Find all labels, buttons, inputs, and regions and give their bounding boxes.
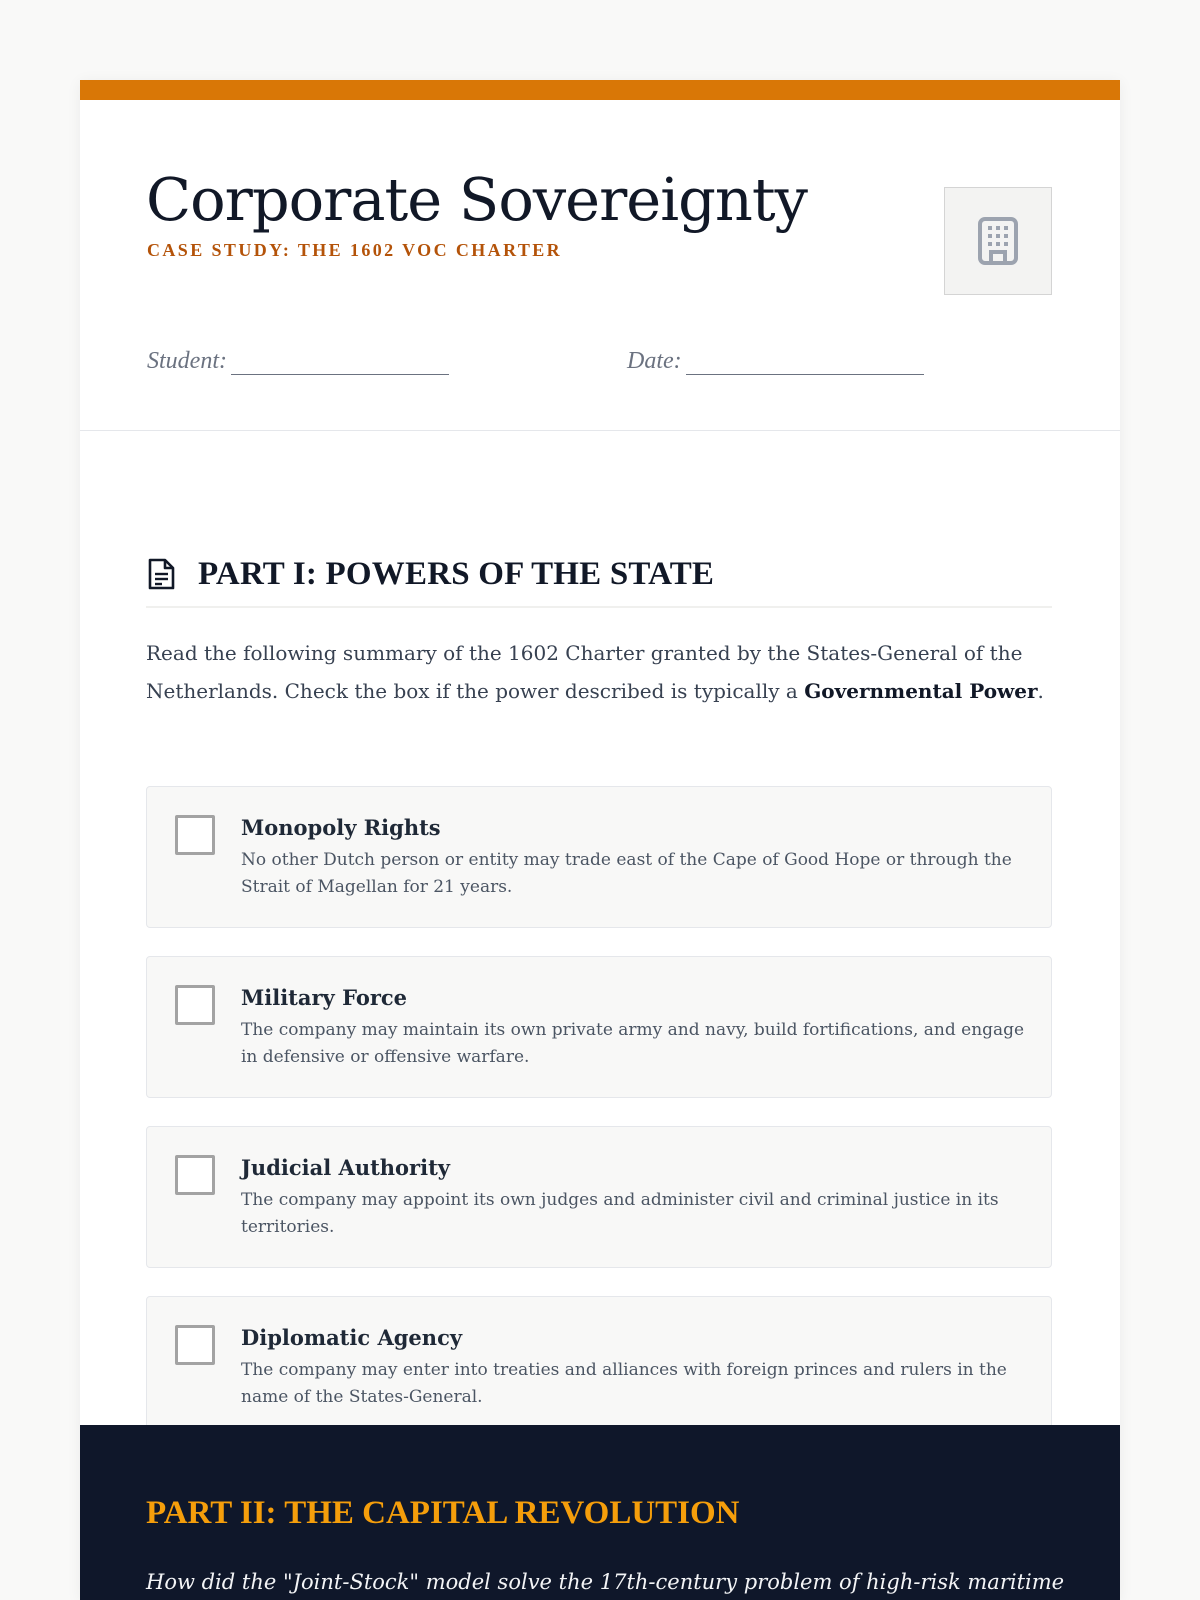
power-description: The company may appoint its own judges and administer civil and criminal justice in its territories.: [241, 1190, 999, 1237]
date-label: Date:: [627, 348, 682, 374]
power-title: Military Force: [241, 985, 408, 1010]
intro-bold: Governmental Power: [804, 679, 1038, 703]
power-checkbox[interactable]: [175, 1325, 215, 1365]
power-title: Monopoly Rights: [241, 815, 441, 840]
date-input-line[interactable]: [686, 348, 924, 375]
power-checkbox[interactable]: [175, 815, 215, 855]
document-icon: [146, 557, 176, 591]
page-subtitle: CASE STUDY: THE 1602 VOC CHARTER: [147, 240, 563, 260]
power-item: [146, 956, 1052, 1098]
power-description: No other Dutch person or entity may trade east of the Cape of Good Hope or through the Strait of Magellan for 21 years.: [241, 850, 1012, 897]
page-title: Corporate Sovereignty: [146, 165, 807, 234]
intro-end: .: [1037, 679, 1044, 703]
intro-text: Read the following summary of the 1602 Charter granted by the States-General of the Netherlands. Check the box if the power described is typically a: [146, 641, 1023, 703]
date-field[interactable]: [627, 348, 924, 375]
student-field[interactable]: [147, 348, 449, 375]
part-2-question: How did the "Joint-Stock" model solve the 17th-century problem of high-risk maritime: [146, 1570, 1065, 1594]
power-title: Diplomatic Agency: [241, 1325, 463, 1350]
power-checkbox[interactable]: [175, 1155, 215, 1195]
power-description: The company may maintain its own private army and navy, build fortifications, and engage in defensive or offensive warfare.: [241, 1020, 1025, 1067]
part-1-header: [146, 550, 1052, 608]
power-title: Judicial Authority: [241, 1155, 451, 1180]
student-label: Student:: [147, 348, 227, 374]
building-icon: [978, 217, 1018, 265]
power-checkbox[interactable]: [175, 985, 215, 1025]
part-1-heading: PART I: POWERS OF THE STATE: [198, 555, 715, 592]
logo-box: [944, 187, 1052, 295]
part-2-section: [80, 1425, 1120, 1600]
worksheet-page: [80, 80, 1120, 1600]
power-item: [146, 1126, 1052, 1268]
power-item: [146, 1296, 1052, 1438]
part-2-heading: PART II: THE CAPITAL REVOLUTION: [146, 1495, 740, 1531]
student-input-line[interactable]: [231, 348, 449, 375]
part-1-section: [146, 550, 1052, 1407]
accent-top-bar: [80, 80, 1120, 100]
part-1-instructions: [146, 634, 1052, 710]
worksheet-header: [80, 100, 1120, 431]
power-description: The company may enter into treaties and alliances with foreign princes and rulers in the name of the States-General.: [241, 1360, 1007, 1407]
power-item: [146, 786, 1052, 928]
